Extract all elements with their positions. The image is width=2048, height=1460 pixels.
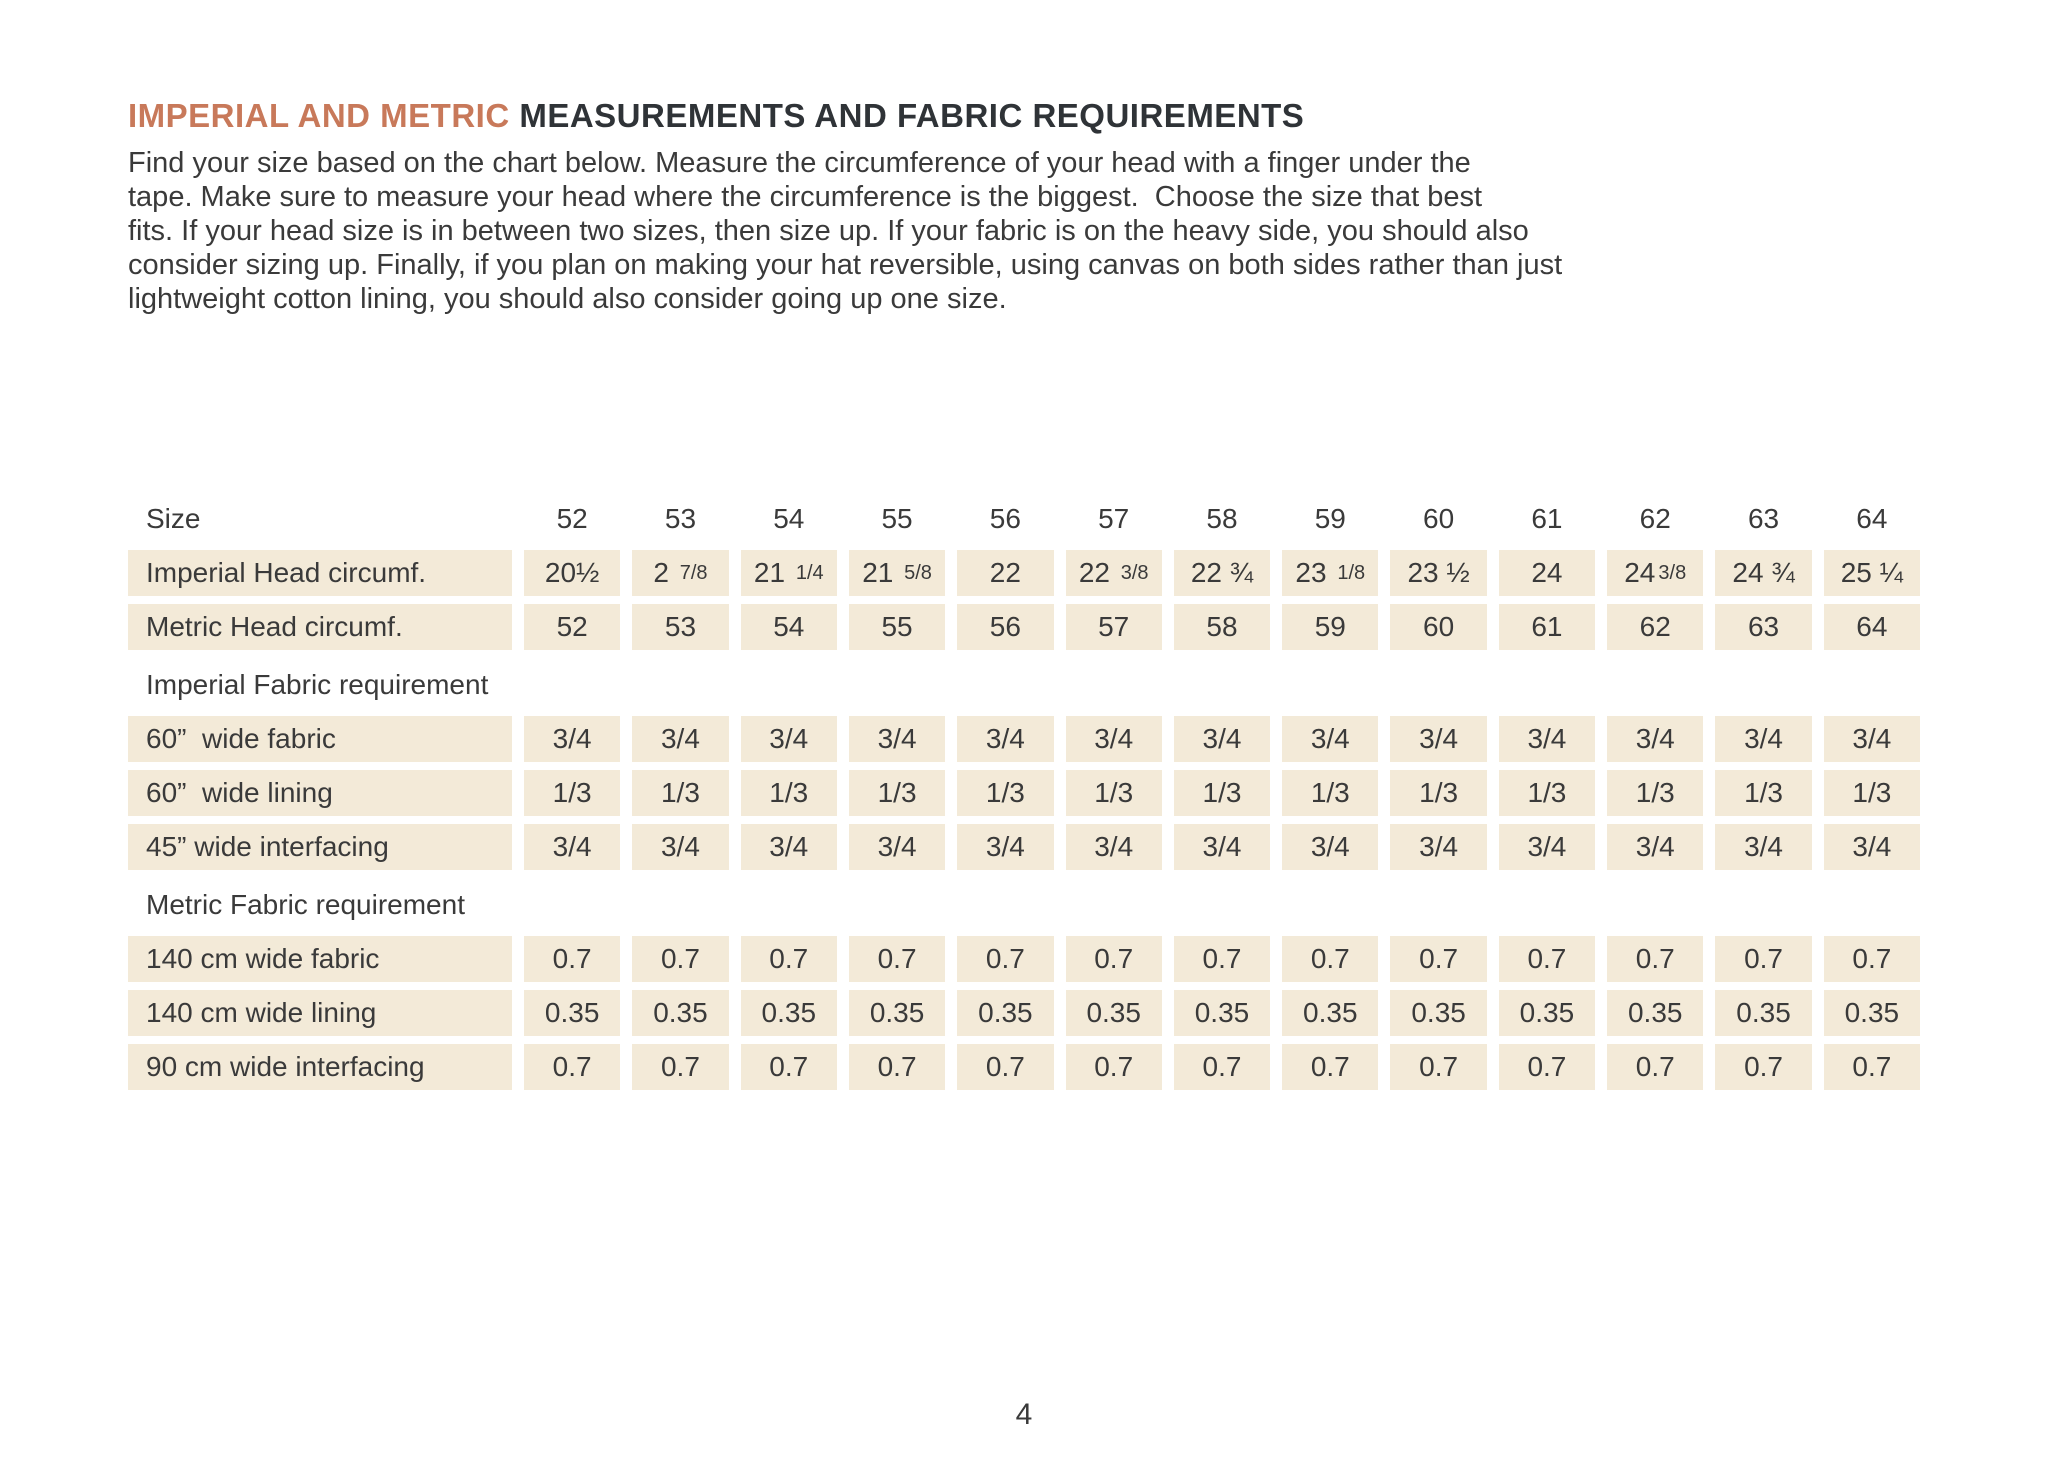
table-cell: 0.35 xyxy=(1282,990,1378,1036)
table-cell: 0.35 xyxy=(1174,990,1270,1036)
table-cell: 1/3 xyxy=(1282,770,1378,816)
table-cell: 55 xyxy=(849,604,945,650)
table-cell: 3/4 xyxy=(849,716,945,762)
size-header-cell: 55 xyxy=(881,503,913,534)
row-label: 140 cm wide fabric xyxy=(128,936,512,982)
table-cell: 3/4 xyxy=(1066,824,1162,870)
table-cell: 0.7 xyxy=(1174,936,1270,982)
table-cell: 24 xyxy=(1499,550,1595,596)
table-cell: 58 xyxy=(1174,604,1270,650)
table-cell: 1/3 xyxy=(632,770,728,816)
table-cell: 3/4 xyxy=(1390,716,1486,762)
table-cell: 54 xyxy=(741,604,837,650)
table-cell: 61 xyxy=(1499,604,1595,650)
table-cell: 22 ¾ xyxy=(1174,550,1270,596)
table-cell: 1/3 xyxy=(1066,770,1162,816)
row-label: 140 cm wide lining xyxy=(128,990,512,1036)
table-cell: 22 xyxy=(957,550,1053,596)
table-cell: 0.35 xyxy=(632,990,728,1036)
table-cell: 57 xyxy=(1066,604,1162,650)
table-cell: 3/4 xyxy=(524,824,620,870)
table-header-row xyxy=(128,496,1920,542)
size-header-cell: 60 xyxy=(1423,503,1455,534)
table-row xyxy=(128,604,1920,650)
table-cell: 3/4 xyxy=(1174,824,1270,870)
table-cell: 62 xyxy=(1607,604,1703,650)
row-label: Imperial Head circumf. xyxy=(128,550,512,596)
size-header-cell: 58 xyxy=(1206,503,1238,534)
table-cell: 3/4 xyxy=(1607,824,1703,870)
table-cell: 3/4 xyxy=(1715,716,1811,762)
table-cell: 0.35 xyxy=(1607,990,1703,1036)
table-cell: 21 1/4 xyxy=(741,550,837,596)
table-cell: 23 1/8 xyxy=(1282,550,1378,596)
table-cell: 3/4 xyxy=(1174,716,1270,762)
fraction-text: 3/8 xyxy=(1658,561,1687,584)
table-cell: 0.35 xyxy=(741,990,837,1036)
size-header-cell: 64 xyxy=(1856,503,1888,534)
table-cell: 0.7 xyxy=(849,936,945,982)
table-cell: 1/3 xyxy=(524,770,620,816)
table-cell: 59 xyxy=(1282,604,1378,650)
table-cell: 1/3 xyxy=(849,770,945,816)
fraction-text: 7/8 xyxy=(679,561,708,584)
table-cell: 3/4 xyxy=(1824,824,1920,870)
table-cell: 0.7 xyxy=(524,936,620,982)
table-cell: 2 7/8 xyxy=(632,550,728,596)
table-cell: 0.35 xyxy=(1499,990,1595,1036)
table-cell: 60 xyxy=(1390,604,1486,650)
size-header-cell: 53 xyxy=(664,503,697,534)
row-label: Metric Head circumf. xyxy=(128,604,512,650)
table-cell: 0.7 xyxy=(1824,1044,1920,1090)
table-cell: 0.7 xyxy=(957,936,1053,982)
table-cell: 0.7 xyxy=(1174,1044,1270,1090)
table-row xyxy=(128,936,1920,982)
table-cell: 0.35 xyxy=(957,990,1053,1036)
row-label: 60” wide fabric xyxy=(128,716,512,762)
table-cell: 22 3/8 xyxy=(1066,550,1162,596)
table-cell: 3/4 xyxy=(1282,716,1378,762)
size-header-cell: 59 xyxy=(1314,503,1346,534)
page-title-accent: IMPERIAL AND METRIC xyxy=(128,97,520,134)
table-cell: 0.7 xyxy=(1607,936,1703,982)
table-cell: 0.7 xyxy=(1066,936,1162,982)
table-cell: 1/3 xyxy=(1607,770,1703,816)
table-cell: 0.7 xyxy=(1824,936,1920,982)
table-cell: 0.35 xyxy=(1390,990,1486,1036)
fraction-text: 1/8 xyxy=(1337,561,1366,584)
page-number: 4 xyxy=(1015,1398,1033,1431)
table-cell: 1/3 xyxy=(1824,770,1920,816)
table-row xyxy=(128,1044,1920,1090)
size-table xyxy=(128,496,1920,1090)
table-cell: 3/4 xyxy=(1824,716,1920,762)
size-header-cell: 63 xyxy=(1747,503,1780,534)
size-header-cell: 57 xyxy=(1098,503,1130,534)
table-cell: 56 xyxy=(957,604,1053,650)
table-cell: 1/3 xyxy=(1715,770,1811,816)
table-cell: 3/4 xyxy=(632,716,728,762)
table-row xyxy=(128,716,1920,762)
table-cell: 0.7 xyxy=(1715,1044,1811,1090)
table-section-row xyxy=(128,882,1920,928)
table-cell: 53 xyxy=(632,604,728,650)
table-cell: 52 xyxy=(524,604,620,650)
intro-paragraph xyxy=(128,146,2048,316)
table-cell: 64 xyxy=(1824,604,1920,650)
table-cell: 3/4 xyxy=(1715,824,1811,870)
section-label: Imperial Fabric requirement xyxy=(146,669,489,700)
table-row xyxy=(128,824,1920,870)
table-cell: 0.7 xyxy=(524,1044,620,1090)
table-cell: 20½ xyxy=(524,550,620,596)
table-cell: 0.35 xyxy=(524,990,620,1036)
table-cell: 0.7 xyxy=(849,1044,945,1090)
table-cell: 3/4 xyxy=(1282,824,1378,870)
table-cell: 0.7 xyxy=(1282,1044,1378,1090)
row-label: 60” wide lining xyxy=(128,770,512,816)
table-cell: 0.7 xyxy=(741,936,837,982)
section-label: Metric Fabric requirement xyxy=(146,889,465,920)
table-cell: 0.7 xyxy=(1066,1044,1162,1090)
page-title xyxy=(128,96,2048,136)
table-cell: 1/3 xyxy=(957,770,1053,816)
table-cell: 0.7 xyxy=(1607,1044,1703,1090)
table-cell: 0.7 xyxy=(1715,936,1811,982)
table-cell: 0.7 xyxy=(1499,1044,1595,1090)
table-cell: 3/4 xyxy=(1607,716,1703,762)
size-header-cell: 61 xyxy=(1531,503,1563,534)
table-cell: 3/4 xyxy=(741,824,837,870)
table-cell: 0.35 xyxy=(1824,990,1920,1036)
table-cell: 3/4 xyxy=(1499,824,1595,870)
table-row xyxy=(128,990,1920,1036)
table-cell: 3/4 xyxy=(957,716,1053,762)
table-cell: 3/4 xyxy=(741,716,837,762)
table-cell: 0.35 xyxy=(849,990,945,1036)
table-row xyxy=(128,770,1920,816)
intro-line: consider sizing up. Finally, if you plan on making your hat reversible, using canvas on both sides rather than just xyxy=(128,249,1563,281)
page-title-rest: MEASUREMENTS AND FABRIC REQUIREMENTS xyxy=(519,97,1305,134)
table-cell: 0.7 xyxy=(1390,1044,1486,1090)
table-cell: 0.35 xyxy=(1715,990,1811,1036)
fraction-text: 5/8 xyxy=(904,561,932,584)
table-cell: 0.7 xyxy=(1390,936,1486,982)
table-cell: 23 ½ xyxy=(1390,550,1486,596)
intro-line: fits. If your head size is in between two sizes, then size up. If your fabric is on the heavy side, you should also xyxy=(128,215,1529,247)
table-cell: 3/4 xyxy=(1499,716,1595,762)
table-cell: 25 ¼ xyxy=(1824,550,1920,596)
fraction-text: 3/8 xyxy=(1120,561,1149,584)
table-cell: 24 3/8 xyxy=(1607,550,1703,596)
table-cell: 3/4 xyxy=(524,716,620,762)
table-cell: 3/4 xyxy=(1066,716,1162,762)
table-cell: 1/3 xyxy=(1390,770,1486,816)
size-header-cell: 56 xyxy=(989,503,1021,534)
table-cell: 1/3 xyxy=(1499,770,1595,816)
row-label: 45” wide interfacing xyxy=(128,824,512,870)
size-header-cell: 54 xyxy=(773,503,805,534)
intro-line: lightweight cotton lining, you should also consider going up one size. xyxy=(128,283,1007,315)
table-cell: 21 5/8 xyxy=(849,550,945,596)
table-cell: 0.7 xyxy=(632,936,728,982)
table-cell: 3/4 xyxy=(632,824,728,870)
table-cell: 1/3 xyxy=(1174,770,1270,816)
row-label: 90 cm wide interfacing xyxy=(128,1044,512,1090)
size-header-cell: 62 xyxy=(1639,503,1671,534)
table-cell: 1/3 xyxy=(741,770,837,816)
table-cell: 0.7 xyxy=(632,1044,728,1090)
table-row xyxy=(128,550,1920,596)
size-header-label: Size xyxy=(146,503,201,534)
table-cell: 3/4 xyxy=(849,824,945,870)
fraction-text: 1/4 xyxy=(795,561,824,584)
table-cell: 63 xyxy=(1715,604,1811,650)
table-section-row xyxy=(128,662,1920,708)
table-cell: 0.7 xyxy=(1282,936,1378,982)
intro-line: Find your size based on the chart below. Measure the circumference of your head with a finger under the xyxy=(128,147,1471,179)
table-cell: 0.7 xyxy=(957,1044,1053,1090)
table-cell: 0.7 xyxy=(1499,936,1595,982)
intro-line: tape. Make sure to measure your head where the circumference is the biggest. Choose the size that best xyxy=(128,181,1483,213)
table-cell: 3/4 xyxy=(957,824,1053,870)
table-cell: 0.7 xyxy=(741,1044,837,1090)
table-cell: 0.35 xyxy=(1066,990,1162,1036)
size-header-cell: 52 xyxy=(556,503,588,534)
table-cell: 3/4 xyxy=(1390,824,1486,870)
table-cell: 24 ¾ xyxy=(1715,550,1811,596)
